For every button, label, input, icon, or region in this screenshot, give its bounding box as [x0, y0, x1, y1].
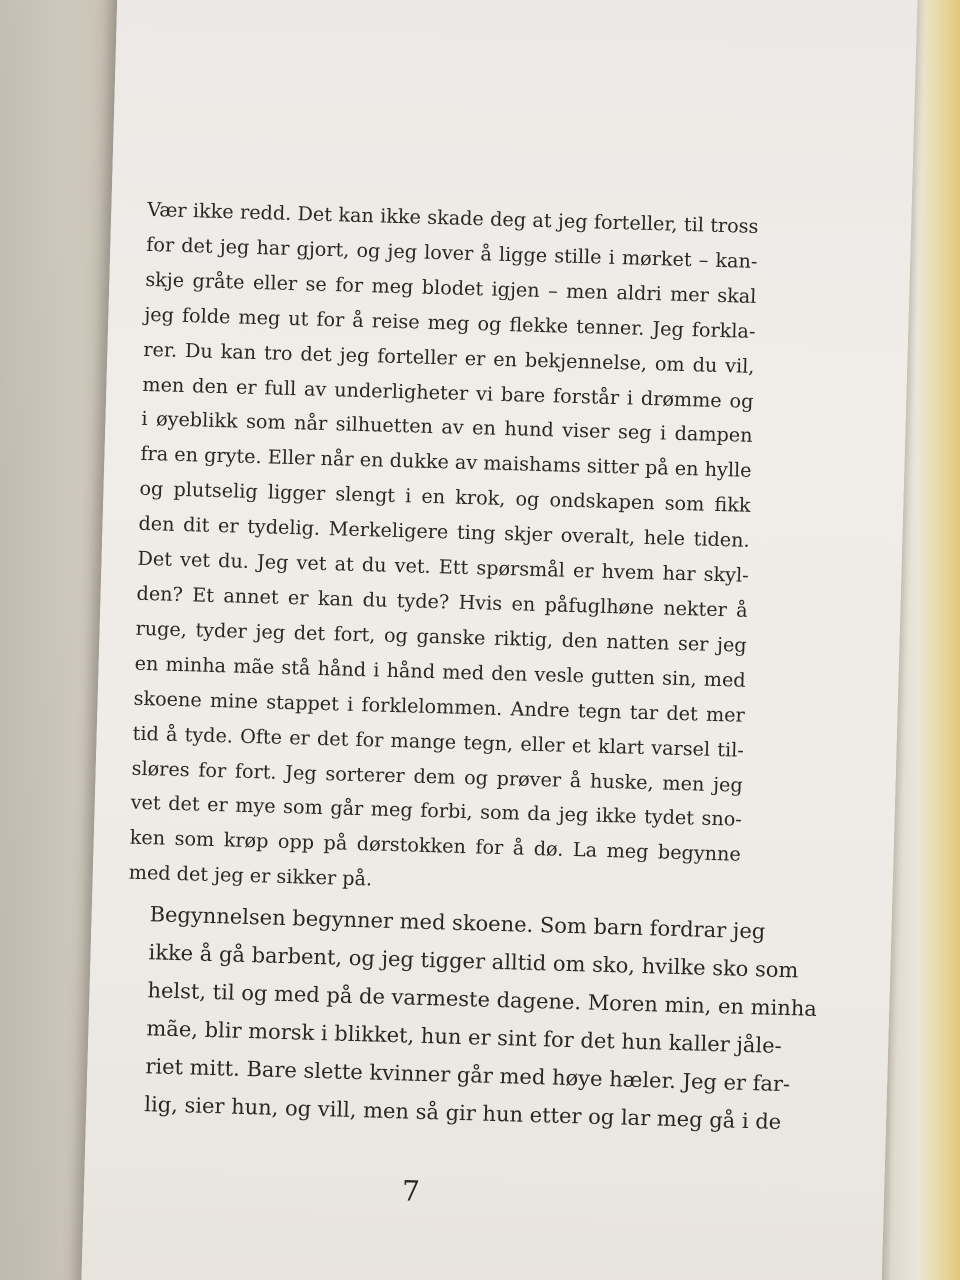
text-line: jeg folde meg ut for å reise meg og flekke tenner. Jeg forkla-	[144, 302, 756, 343]
text-line: rer. Du kan tro det jeg forteller er en bekjennelse, om du vil,	[143, 337, 755, 378]
text-line: lig, sier hun, og vill, men så gir hun etter og lar meg gå i de	[144, 1092, 782, 1135]
text-line: i øyeblikk som når silhuetten av en hund viser seg i dampen	[141, 407, 753, 448]
text-line: riet mitt. Bare slette kvinner går med høye hæler. Jeg er far-	[145, 1054, 791, 1097]
text-line: den dit er tydelig. Merkeligere ting skjer overalt, hele tiden.	[138, 511, 750, 553]
paragraph-1	[128, 193, 759, 908]
text-line: den? Et annet er kan du tyde? Hvis en påfuglhøne nekter å	[136, 581, 748, 622]
text-line: ikke å gå barbent, og jeg tigger alltid om sko, hvilke sko som	[148, 940, 799, 983]
text-line: men den er full av underligheter vi bare forstår i drømme og	[142, 372, 754, 413]
text-line: skoene mine stappet i forklelommen. Andre tegn tar det mer	[133, 686, 746, 727]
text-line: med det jeg er sikker på.	[128, 860, 373, 891]
text-line: mãe, blir morsk i blikket, hun er sint for det hun kaller jåle-	[146, 1016, 783, 1059]
text-line: ken som krøp opp på dørstokken for å dø. La meg begynne	[129, 825, 742, 867]
text-line: skje gråte eller se for meg blodet igjen – men aldri mer skal	[145, 267, 757, 308]
text-line: helst, til og med på de varmeste dagene. Moren min, en minha	[147, 978, 818, 1022]
paragraph-2	[122, 895, 818, 1140]
book-page	[81, 0, 918, 1280]
text-line: Vær ikke redd. Det kan ikke skade deg at jeg forteller, til tross	[147, 197, 759, 238]
text-line: en minha mãe stå hånd i hånd med den vesle gutten sin, med	[134, 651, 746, 692]
text-line: vet det er mye som går meg forbi, som da jeg ikke tydet sno-	[130, 791, 743, 832]
text-line: og plutselig ligger slengt i en krok, og ondskapen som fikk	[139, 477, 751, 518]
page-number: 7	[401, 1174, 421, 1208]
text-line: ruge, tyder jeg det fort, og ganske riktig, den natten ser jeg	[135, 616, 747, 657]
body-text	[122, 193, 818, 1140]
text-line: Det vet du. Jeg vet at du vet. Ett spørsmål er hvem har skyl-	[137, 546, 749, 587]
text-line: fra en gryte. Eller når en dukke av maishams sitter på en hylle	[140, 442, 752, 483]
text-line: for det jeg har gjort, og jeg lover å ligge stille i mørket – kan-	[146, 232, 758, 273]
text-line: tid å tyde. Ofte er det for mange tegn, eller et klart varsel til-	[132, 721, 745, 762]
text-line: Begynnelsen begynner med skoene. Som barn fordrar jeg	[149, 902, 766, 944]
text-line: sløres for fort. Jeg sorterer dem og prøver å huske, men jeg	[131, 756, 744, 797]
